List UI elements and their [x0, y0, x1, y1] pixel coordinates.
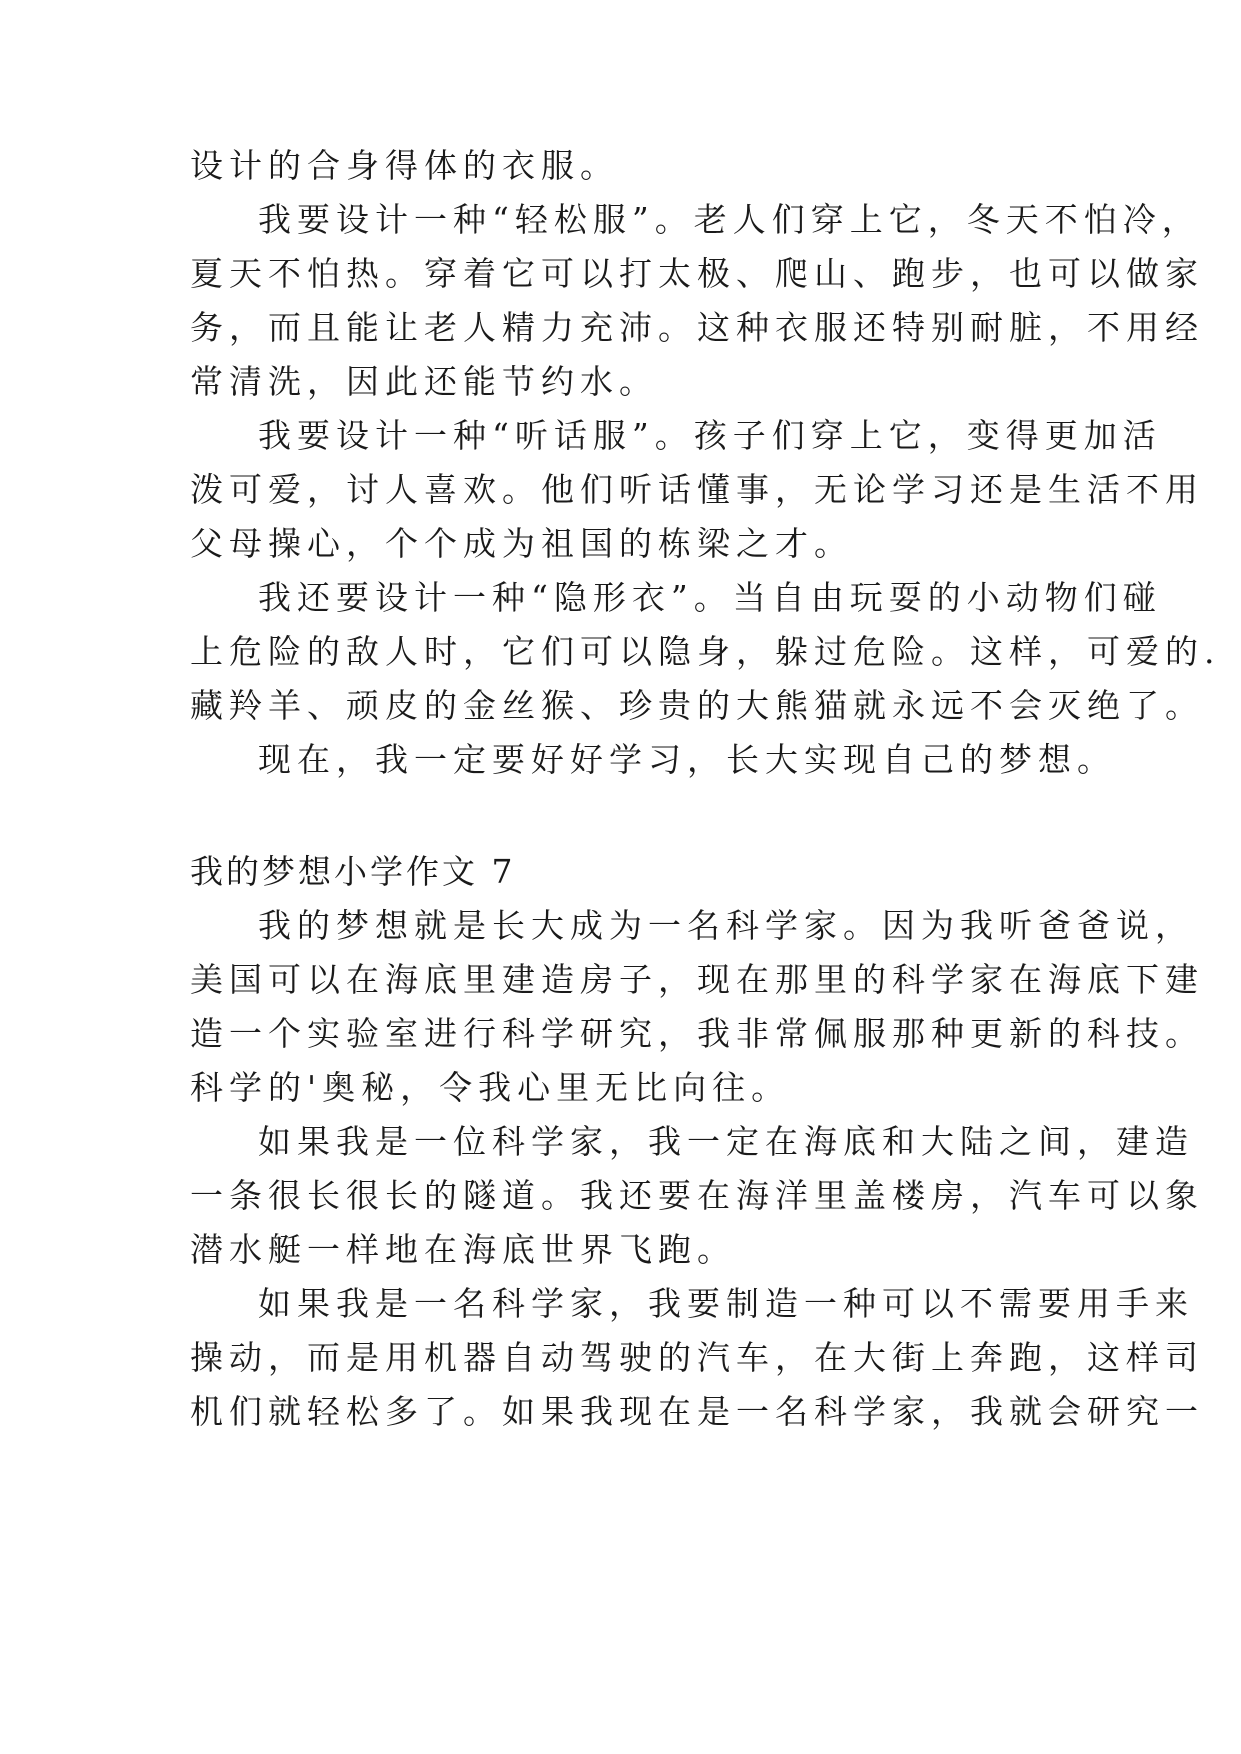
text-line: 一条很长很长的隧道。我还要在海洋里盖楼房，汽车可以象 [190, 1176, 1204, 1215]
text-line: 科学的'奥秘，令我心里无比向往。 [190, 1068, 791, 1107]
text-line: 机们就轻松多了。如果我现在是一名科学家，我就会研究一 [190, 1392, 1204, 1431]
text-line: 父母操心，个个成为祖国的栋梁之才。 [190, 524, 853, 563]
text-line: 务，而且能让老人精力充沛。这种衣服还特别耐脏，不用经 [190, 308, 1204, 347]
paragraph-first-line: 我还要设计一种“隐形衣”。当自由玩耍的小动物们碰 [258, 578, 1162, 617]
paragraph-first-line: 我要设计一种“轻松服”。老人们穿上它，冬天不怕冷， [258, 200, 1201, 239]
paragraph-first-line: 我的梦想就是长大成为一名科学家。因为我听爸爸说， [258, 906, 1194, 945]
text-line: 上危险的敌人时，它们可以隐身，躲过危险。这样，可爱的. [190, 632, 1221, 671]
text-line: 美国可以在海底里建造房子，现在那里的科学家在海底下建 [190, 960, 1204, 999]
text-line: 操动，而是用机器自动驾驶的汽车，在大街上奔跑，这样司 [190, 1338, 1204, 1377]
text-line: 设计的合身得体的衣服。 [190, 146, 619, 185]
text-line: 泼可爱，讨人喜欢。他们听话懂事，无论学习还是生活不用 [190, 470, 1204, 509]
section-heading: 我的梦想小学作文 7 [190, 852, 516, 891]
paragraph-first-line: 现在，我一定要好好学习，长大实现自己的梦想。 [258, 740, 1116, 779]
paragraph-first-line: 我要设计一种“听话服”。孩子们穿上它，变得更加活 [258, 416, 1162, 455]
text-line: 潜水艇一样地在海底世界飞跑。 [190, 1230, 736, 1269]
text-line: 造一个实验室进行科学研究，我非常佩服那种更新的科技。 [190, 1014, 1204, 1053]
text-line: 常清洗，因此还能节约水。 [190, 362, 658, 401]
paragraph-first-line: 如果我是一位科学家，我一定在海底和大陆之间，建造 [258, 1122, 1194, 1161]
text-line: 夏天不怕热。穿着它可以打太极、爬山、跑步，也可以做家 [190, 254, 1204, 293]
paragraph-first-line: 如果我是一名科学家，我要制造一种可以不需要用手来 [258, 1284, 1194, 1323]
text-line: 藏羚羊、顽皮的金丝猴、珍贵的大熊猫就永远不会灭绝了。 [190, 686, 1204, 725]
